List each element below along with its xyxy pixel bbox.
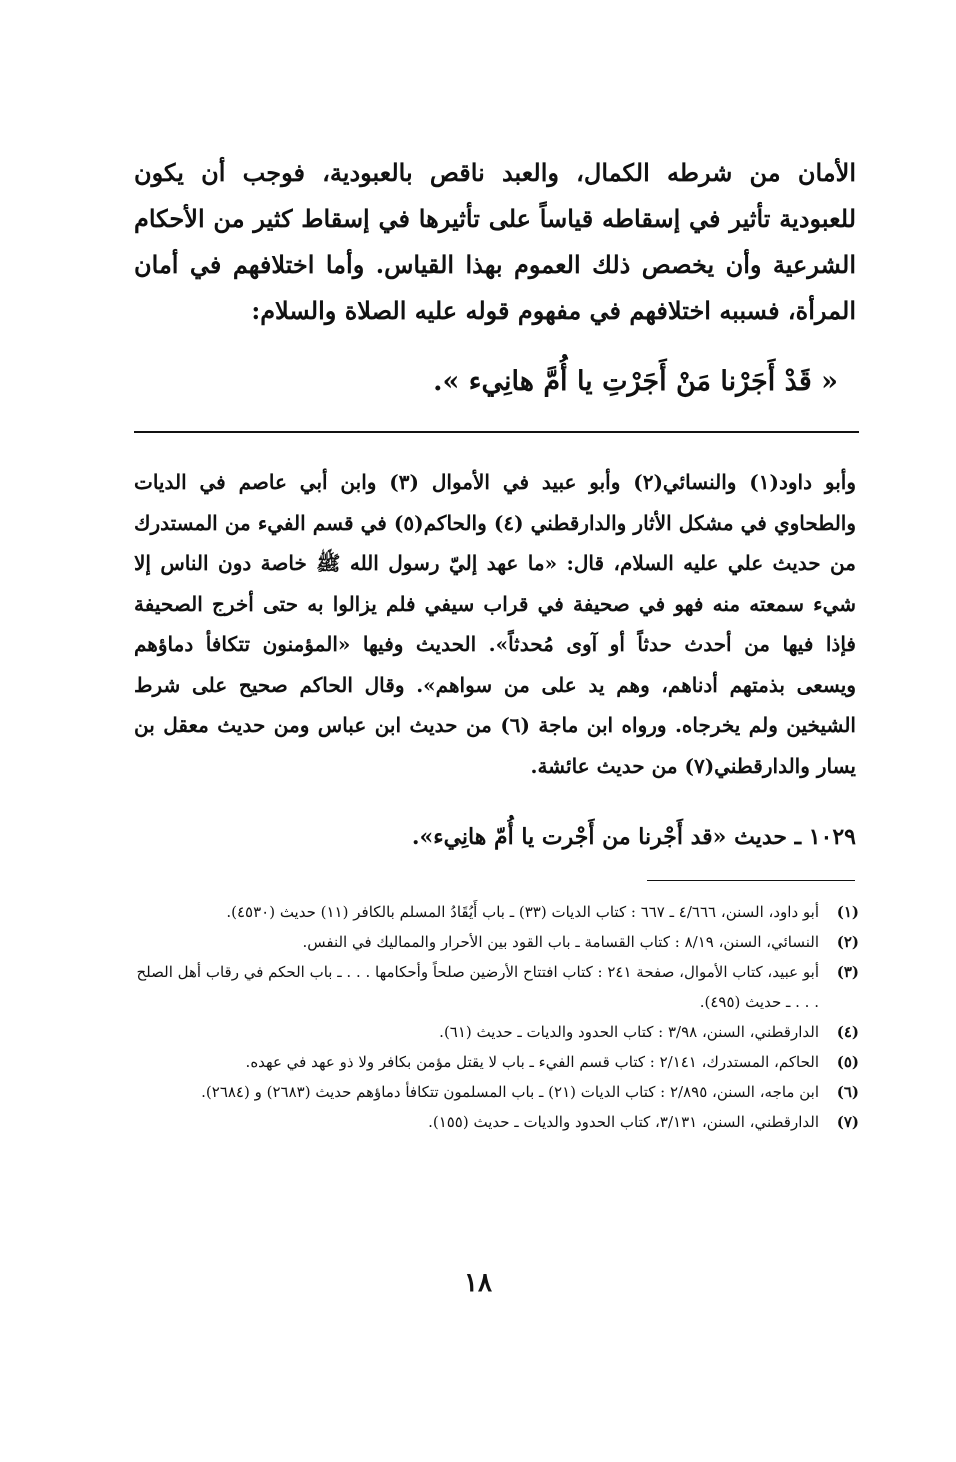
main-paragraph: الأمان من شرطه الكمال، والعبد ناقص بالعبودية، فوجب أن يكون للعبودية تأثير في إسقاطه قياساً على تأثيرها في إسقاط كثير من الأحكام الشرعية وأن يخصص ذلك العموم بهذا القياس. وأما اختلافهم في أمان المرأة، فسببه اختلافهم في مفهوم قوله عليه الصلاة والسلام:: [134, 158, 857, 325]
footnote-text: الدارقطني، السنن، ٣/٩٨ : كتاب الحدود والديات ـ حديث (٦١).: [439, 1023, 819, 1041]
footnotes: [134, 897, 859, 1137]
main-text-block: [134, 150, 856, 334]
footnote-text: أبو عبيد، كتاب الأموال، صفحة ٢٤١ : كتاب افتتاح الأرضين صلحاً وأحكامها . . . ـ باب الحكم في رقاب أهل الصلح . . . ـ حديث (٤٩٥).: [136, 963, 819, 1011]
hadith-quote: « قَدْ أَجَرْنا مَنْ أَجَرْتِ يا أُمَّ هانِيء ».: [433, 366, 838, 397]
footnote-text: النسائي، السنن، ٨/١٩ : كتاب القسامة ـ باب القود بين الأحرار والمماليك في النفس.: [302, 933, 819, 951]
footnote-text: ابن ماجه، السنن، ٢/٨٩٥ : كتاب الديات (٢١) ـ باب المسلمون تتكافأ دماؤهم حديث (٢٦٨٣) و (٢٦٨٤).: [201, 1083, 819, 1101]
commentary-paragraph: وأبو داود(١) والنسائي(٢) وأبو عبيد في الأموال (٣) وابن أبي عاصم في الديات والطحاوي في مشكل الأثار والدارقطني (٤) والحاكم(٥) في قسم الفيء من المستدرك من حديث علي عليه السلام، قال: «ما عهد إليّ رسول الله ﷺ خاصة دون الناس إلا شيء سمعته منه فهو في صحيفة في قراب سيفي فلم يزالوا به حتى أخرج الصحيفة فإذا فيها من أحدث حدثاً أو آوى مُحدثاً». الحديث وفيها «المؤمنون تتكافأ دماؤهم ويسعى بذمتهم أدناهم، وهم يد على من سواهم». وقال الحاكم صحيح على شرط الشيخين ولم يخرجاه. ورواه ابن ماجة (٦) من حديث ابن عباس ومن حديث معقل بن يسار والدارقطني(٧) من حديث عائشة.: [134, 470, 856, 778]
footnote-number: (٣): [836, 963, 859, 981]
footnote-item: [134, 927, 859, 957]
footnote-item: [134, 897, 859, 927]
footnote-number: (٥): [836, 1053, 859, 1071]
footnote-item: [134, 1017, 859, 1047]
page-number: ١٨: [464, 1268, 492, 1298]
footnote-number: (١): [836, 903, 859, 921]
footnote-divider: [647, 880, 855, 881]
footnote-item: [134, 1077, 859, 1107]
footnote-item: [134, 1107, 859, 1137]
footnote-number: (٤): [836, 1023, 859, 1041]
footnote-number: (٧): [836, 1113, 859, 1131]
footnote-text: الحاكم، المستدرك، ٢/١٤١ : كتاب قسم الفيء ـ باب لا يقتل مؤمن بكافر ولا ذو عهد في عهده.: [245, 1053, 819, 1071]
hadith-heading: ١٠٢٩ ـ حديث «قد أَجْرنا من أَجْرت يا أُمّ هانِيء».: [411, 824, 856, 850]
footnote-number: (٢): [836, 933, 859, 951]
footnote-text: أبو داود، السنن، ٤/٦٦٦ ـ ٦٦٧ : كتاب الديات (٣٣) ـ باب أَيُقَادُ المسلم بالكافر (١١) حديث (٤٥٣٠).: [226, 903, 819, 921]
section-divider: [134, 431, 859, 433]
footnote-item: [134, 1047, 859, 1077]
footnote-text: الدارقطني، السنن، ٣/١٣١، كتاب الحدود والديات ـ حديث (١٥٥).: [428, 1113, 819, 1131]
commentary-block: [134, 462, 856, 786]
footnote-number: (٦): [836, 1083, 859, 1101]
footnote-item: [134, 957, 859, 1017]
